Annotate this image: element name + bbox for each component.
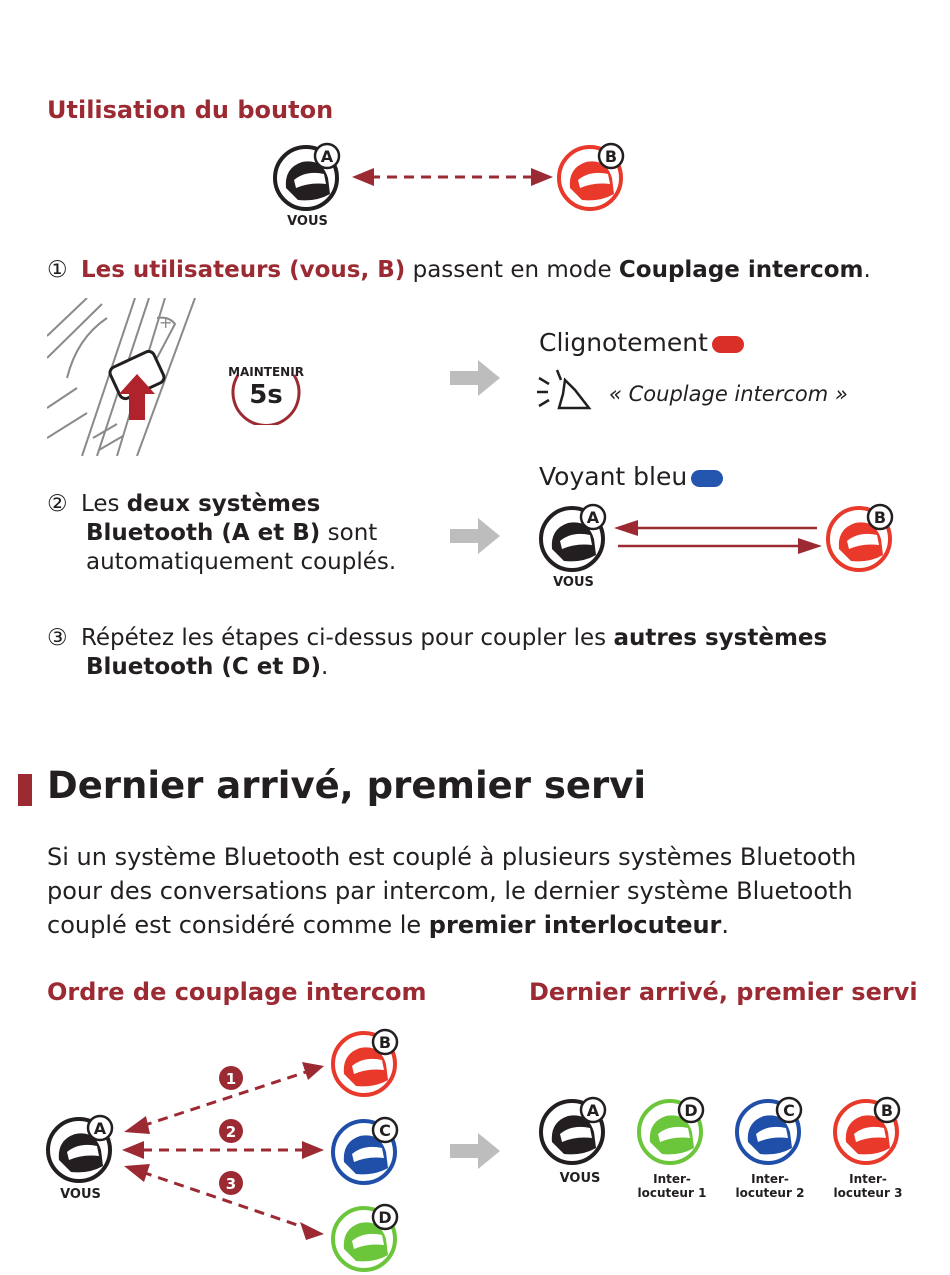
svg-text:B: B: [880, 1101, 894, 1120]
svg-text:MAINTENIR: MAINTENIR: [228, 365, 304, 379]
svg-text:D: D: [684, 1101, 698, 1120]
lifo-label-2: Inter- locuteur 2: [735, 1172, 805, 1200]
lifo-label-0: VOUS: [559, 1171, 601, 1186]
step2-text: ② Les deux systèmes Bluetooth (A et B) sont automatiquement couplés.: [47, 491, 397, 575]
blink-line: [539, 328, 744, 357]
step1-middle: passent en mode: [405, 257, 619, 283]
svg-text:A: A: [320, 147, 334, 166]
svg-text:+: +: [159, 313, 173, 332]
you-label-order: VOUS: [60, 1187, 101, 1202]
helmet-a-icon: [272, 142, 342, 212]
helmet-b-lifo-icon: [832, 1096, 902, 1166]
voice-prompt: « Couplage intercom »: [609, 382, 848, 406]
svg-text:B: B: [604, 147, 618, 166]
helmet-a-step2-icon: [538, 503, 608, 573]
helmet-d-order-icon: [330, 1203, 400, 1273]
blue-label: Voyant bleu: [539, 462, 688, 491]
svg-text:1: 1: [225, 1070, 237, 1088]
step2-number: ②: [47, 491, 68, 517]
helmet-b-order-icon: [330, 1028, 400, 1098]
svg-text:B: B: [378, 1033, 392, 1052]
paired-arrows: [612, 516, 824, 556]
usage-title: Utilisation du bouton: [47, 96, 334, 124]
step1-bold: Couplage intercom: [618, 257, 864, 283]
you-label-step2: VOUS: [553, 575, 594, 590]
lifo-label-1: Inter- locuteur 1: [637, 1172, 707, 1200]
svg-text:A: A: [586, 1101, 600, 1120]
helmet-b-step2-icon: [825, 503, 895, 573]
svg-text:D: D: [378, 1208, 392, 1227]
red-led-icon: [712, 336, 744, 353]
blue-led-icon: [691, 470, 723, 487]
svg-text:C: C: [379, 1121, 391, 1140]
helmet-c-lifo-icon: [734, 1096, 804, 1166]
lifo-title: Dernier arrivé, premier servi: [529, 978, 918, 1006]
helmet-c-order-icon: [330, 1116, 400, 1186]
step1-end: .: [863, 257, 871, 283]
svg-text:2: 2: [225, 1123, 237, 1141]
helmet-a-order-icon: [45, 1114, 115, 1184]
step3-text: ③ Répétez les étapes ci-dessus pour coupler les autres systèmes Bluetooth (C et D).: [47, 625, 828, 680]
you-label: VOUS: [287, 214, 328, 229]
headset-device-illustration: [47, 298, 207, 456]
order-title: Ordre de couplage intercom: [47, 978, 427, 1006]
blue-led-line: [539, 462, 723, 491]
step1-number: ①: [47, 257, 68, 283]
helmet-d-lifo-icon: [636, 1096, 706, 1166]
helmet-b-icon: [556, 142, 626, 212]
gray-arrow-step2: [450, 518, 500, 554]
dashed-double-arrow: [350, 166, 555, 188]
lifo-label-3: Inter- locuteur 3: [833, 1172, 903, 1200]
helmet-a-lifo-icon: [538, 1096, 608, 1166]
step1-red: Les utilisateurs (vous, B): [80, 257, 406, 283]
hold-5s-badge: [226, 355, 306, 425]
gray-arrow-step1: [450, 360, 500, 396]
svg-text:C: C: [783, 1101, 795, 1120]
blink-label: Clignotement: [539, 328, 708, 357]
pairing-order-arrows: [118, 1056, 334, 1246]
svg-text:3: 3: [225, 1175, 237, 1193]
section-title: Dernier arrivé, premier servi: [47, 764, 647, 807]
svg-text:A: A: [586, 508, 600, 527]
svg-text:5s: 5s: [249, 380, 283, 410]
step3-number: ③: [47, 625, 68, 651]
section-paragraph: Si un système Bluetooth est couplé à plusieurs systèmes Bluetooth pour des conversations par intercom, le dernier système Bluetooth couplé est considéré comme le premier interlocuteur.: [47, 843, 857, 939]
svg-text:A: A: [93, 1119, 107, 1138]
svg-text:B: B: [873, 508, 887, 527]
step1-text: [47, 256, 871, 285]
gray-arrow-order: [450, 1133, 500, 1169]
speaker-icon: [537, 368, 597, 414]
section-bar: [18, 774, 32, 806]
